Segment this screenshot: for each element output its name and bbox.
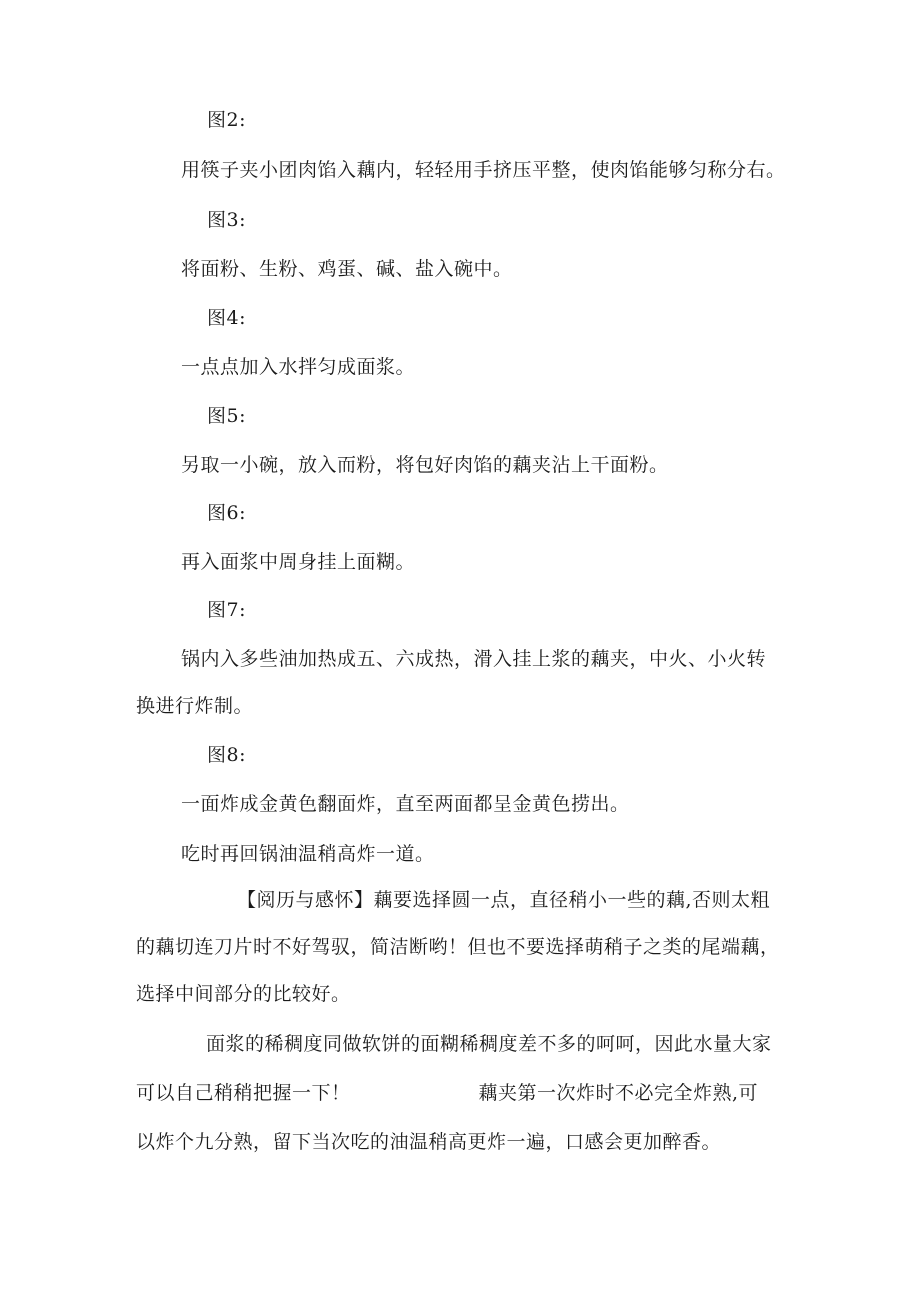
step-text-7-line1: 锅内入多些油加热成五、六成热，滑入挂上浆的藕夹，中火、小火转 bbox=[181, 648, 767, 670]
notes-heading-line: 【阅历与感怀】藕要选择圆一点，直径稍小一些的藕,否则太粗 bbox=[237, 889, 771, 911]
figure-label-5: 图5: bbox=[207, 405, 246, 427]
notes-para2-line1: 面浆的稀稠度同做软饼的面糊稀稠度差不多的呵呵，因此水量大家 bbox=[206, 1033, 772, 1055]
step-text-7-line2: 换进行炸制。 bbox=[136, 695, 254, 717]
step-text-3: 将面粉、生粉、鸡蛋、碱、盐入碗中。 bbox=[181, 258, 513, 280]
notes-para2-line3: 以炸个九分熟，留下当次吃的油温稍高更炸一遍，口感会更加醉香。 bbox=[136, 1131, 722, 1153]
notes-para2-line2-b: 藕夹第一次炸时不必完全炸熟,可 bbox=[478, 1082, 759, 1104]
figure-label-2: 图2: bbox=[207, 109, 246, 131]
notes-para2-line2-a: 可以自己稍稍把握一下！ bbox=[136, 1082, 351, 1104]
step-text-6: 再入面浆中周身挂上面糊。 bbox=[181, 551, 416, 573]
step-text-2: 用筷子夹小团肉馅入藕内，轻轻用手挤压平整，使肉馅能够匀称分右。 bbox=[181, 159, 786, 181]
figure-label-8: 图8: bbox=[207, 744, 246, 766]
figure-label-3: 图3: bbox=[207, 209, 246, 231]
step-text-8-extra: 吃时再回锅油温稍高炸一道。 bbox=[181, 843, 435, 865]
step-text-8: 一面炸成金黄色翻面炸，直至两面都呈金黄色捞出。 bbox=[181, 793, 630, 815]
notes-para2-line2 bbox=[136, 1081, 758, 1105]
step-text-5: 另取一小碗，放入而粉，将包好肉馅的藕夹沾上干面粉。 bbox=[181, 454, 669, 476]
step-text-4: 一点点加入水拌匀成面浆。 bbox=[181, 356, 416, 378]
notes-line-3: 选择中间部分的比较好。 bbox=[136, 983, 351, 1005]
figure-label-6: 图6: bbox=[207, 502, 246, 524]
figure-label-4: 图4: bbox=[207, 307, 246, 329]
figure-label-7: 图7: bbox=[207, 599, 246, 621]
notes-line-2: 的藕切连刀片时不好驾驭，简洁断哟！但也不要选择萌稍子之类的尾端藕， bbox=[136, 936, 780, 958]
